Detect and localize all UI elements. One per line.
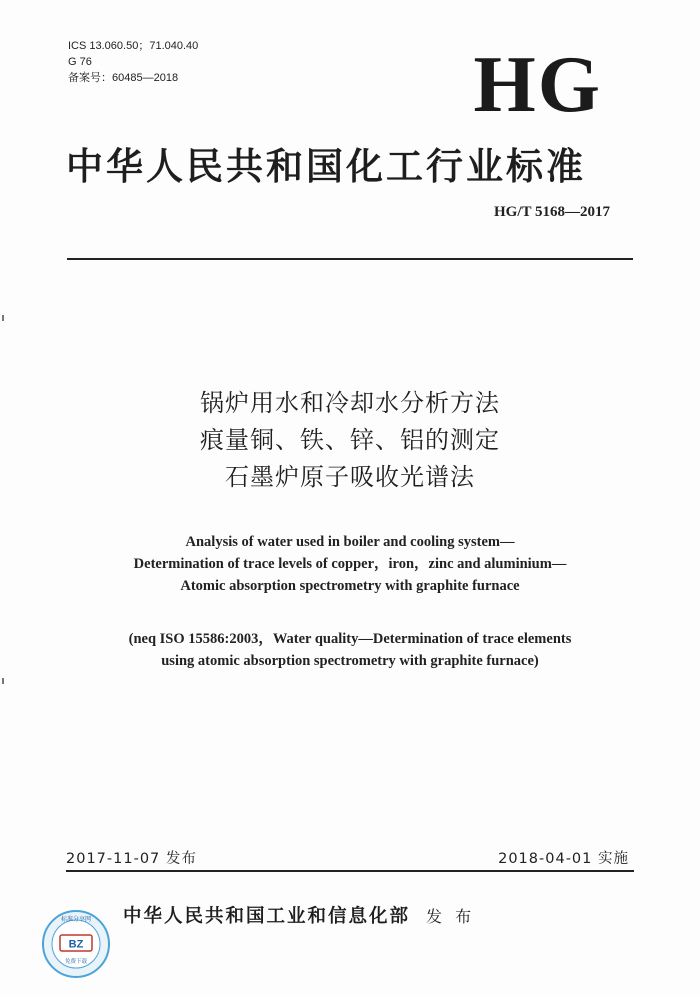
ccs-code: G 76 <box>68 56 92 68</box>
seal-center-text: BZ <box>68 938 84 951</box>
top-divider <box>67 258 633 260</box>
equivalence-line: (neq ISO 15586:2003，Water quality—Determination of trace elements <box>128 631 572 647</box>
chinese-title <box>0 385 700 496</box>
standard-code: HG/T 5168—2017 <box>494 204 610 220</box>
filing-number: 备案号：60485—2018 <box>68 72 179 84</box>
chinese-title-line: 石墨炉原子吸收光谱法 <box>225 463 475 491</box>
english-title-line: Atomic absorption spectrometry with graphite furnace <box>180 578 520 594</box>
publisher-suffix: 发 布 <box>426 907 476 926</box>
seal-icon <box>41 909 111 979</box>
english-title <box>0 531 700 597</box>
ics-code: ICS 13.060.50；71.040.40 <box>68 40 199 52</box>
equivalence-line: using atomic absorption spectrometry with graphite furnace) <box>161 653 539 669</box>
english-title-line: Determination of trace levels of copper，iron，zinc and aluminium— <box>133 556 567 572</box>
publisher <box>123 902 475 928</box>
publisher-name: 中华人民共和国工业和信息化部 <box>123 906 411 927</box>
equivalence-note <box>0 628 700 672</box>
standard-title: 中华人民共和国化工行业标准 <box>66 145 586 188</box>
meta-block <box>68 38 198 86</box>
hg-logo: HG <box>473 41 602 129</box>
scan-edge-mark <box>2 315 4 321</box>
english-title-line: Analysis of water used in boiler and cooling system— <box>185 534 515 550</box>
implementation-date: 2018-04-01 实施 <box>498 851 629 867</box>
chinese-title-line: 锅炉用水和冷却水分析方法 <box>200 389 500 417</box>
issue-date: 2017-11-07 发布 <box>66 851 197 867</box>
bottom-divider <box>66 870 634 872</box>
seal-sub-text: 免费下载 <box>64 959 88 965</box>
seal-ring-text: 标准分享网 <box>60 916 92 923</box>
chinese-title-line: 痕量铜、铁、锌、铝的测定 <box>200 426 500 454</box>
scan-edge-mark <box>2 678 4 684</box>
